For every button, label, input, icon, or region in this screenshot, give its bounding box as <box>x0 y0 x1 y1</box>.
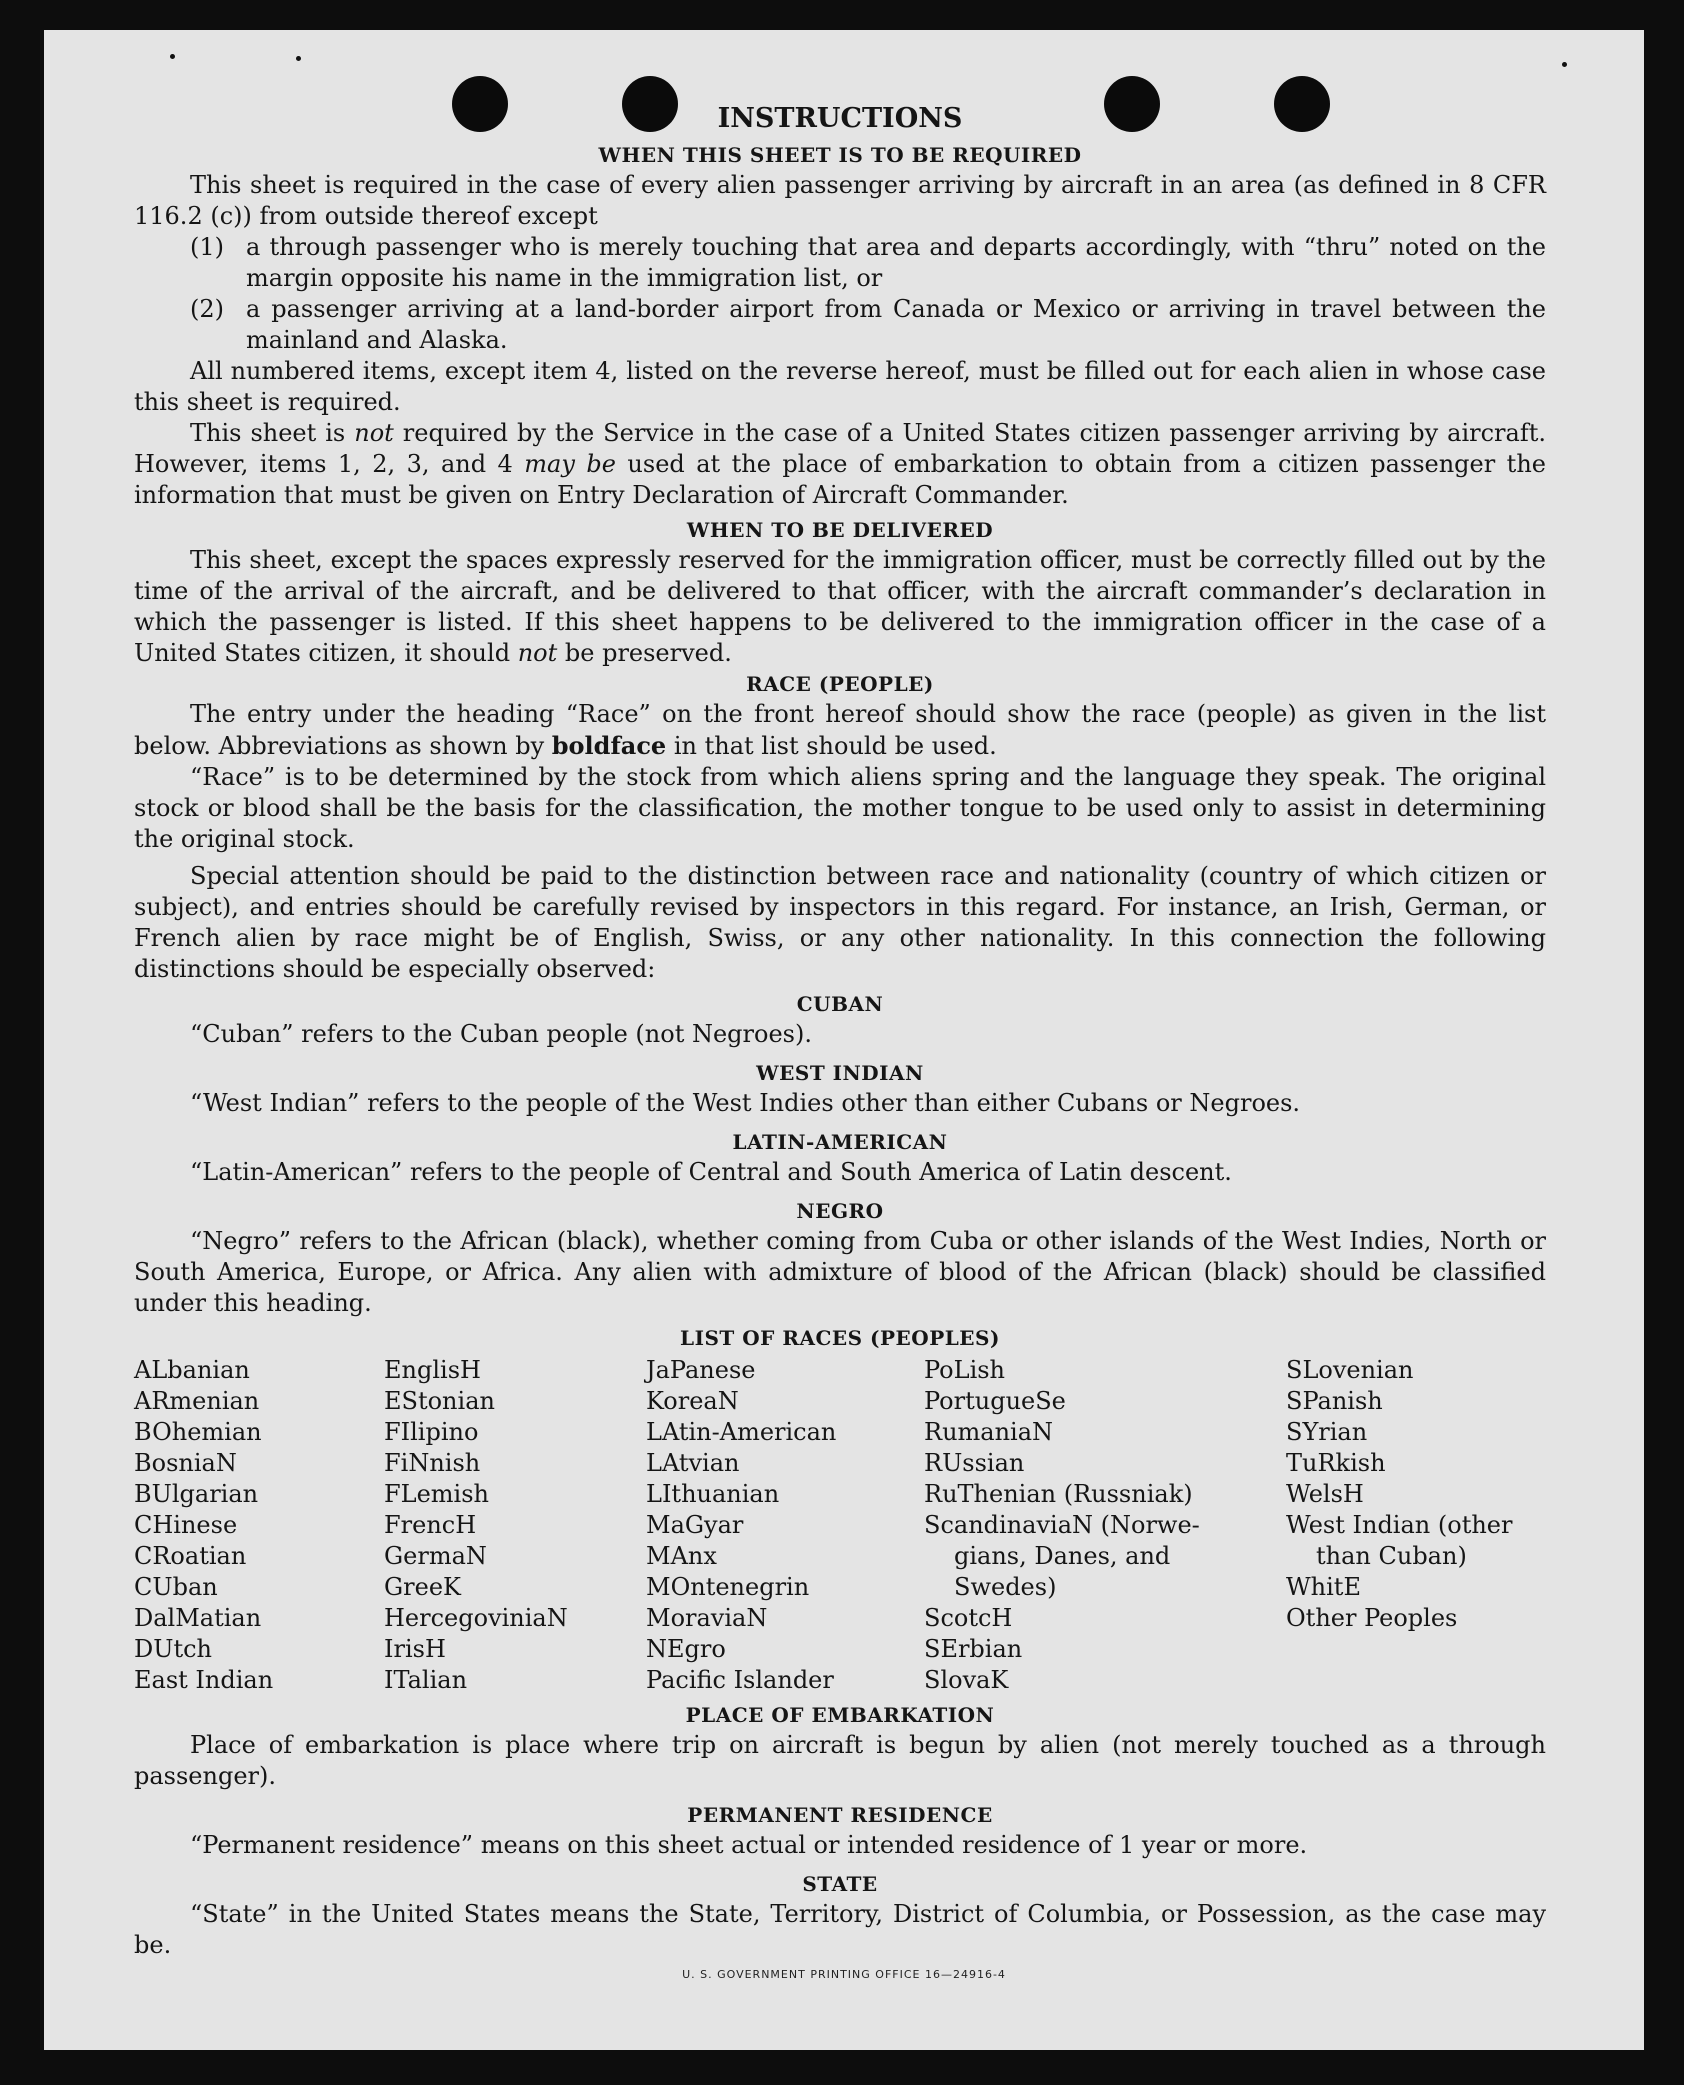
section-heading-required: WHEN THIS SHEET IS TO BE REQUIRED <box>598 143 1082 167</box>
race-entry: ScotcH <box>924 1604 1013 1632</box>
race-entry: BUlgarian <box>134 1480 259 1508</box>
race-entry: GreeK <box>384 1573 461 1601</box>
ink-speck <box>296 56 301 61</box>
race-entry: RUssian <box>924 1449 1025 1477</box>
race-entry: RuThenian (Russniak) <box>924 1480 1193 1508</box>
race-entry: West Indian (other <box>1286 1511 1513 1539</box>
emphasis-may-be: may be <box>524 450 616 478</box>
embarkation-text: Place of embarkation is place where trip on aircraft is begun by alien (not merely touched as a through passenger). <box>134 1731 1546 1790</box>
race-entry: MaGyar <box>646 1511 744 1539</box>
race-entry: ALbanian <box>134 1356 250 1384</box>
race-entry: CRoatian <box>134 1542 247 1570</box>
race-entry: EnglisH <box>384 1356 481 1384</box>
race-entry: FIlipino <box>384 1418 479 1446</box>
exception-item <box>190 294 1546 356</box>
document-sheet <box>44 30 1644 2050</box>
section-heading-state: STATE <box>802 1872 878 1896</box>
section-heading-residence: PERMANENT RESIDENCE <box>687 1803 993 1827</box>
race-entry: EStonian <box>384 1387 495 1415</box>
exception-text: a passenger arriving at a land-border airport from Canada or Mexico or arriving in travel between the mainland and Alaska. <box>246 295 1546 354</box>
race-entry: BOhemian <box>134 1418 262 1446</box>
race-entry: East Indian <box>134 1666 274 1694</box>
exception-number: (2) <box>190 295 224 323</box>
race-entry: PoLish <box>924 1356 1006 1384</box>
exception-text: a through passenger who is merely touching that area and departs accordingly, with “thru” noted on the margin opposite his name in the immigration list, or <box>246 233 1546 292</box>
race-entry: FrencH <box>384 1511 477 1539</box>
race-entry: LAtvian <box>646 1449 740 1477</box>
section-heading-cuban: CUBAN <box>796 992 884 1016</box>
exception-list <box>134 232 1546 356</box>
race-entry: DUtch <box>134 1635 213 1663</box>
ink-speck <box>170 54 175 59</box>
emphasis-not: not <box>354 419 394 447</box>
race-entry: FiNnish <box>384 1449 481 1477</box>
races-column <box>134 1355 384 1696</box>
race-entry: BosniaN <box>134 1449 237 1477</box>
race-paragraph-2: “Race” is to be determined by the stock from which aliens spring and the language they speak. The original stock or blood shall be the basis for the classification, the mother tongue to be used only to assist in determining the original stock. <box>134 763 1546 853</box>
text-run: used at the place of embarkation to obtain from a citizen passenger the information that must be given on Entry Declaration of Aircraft Commander. <box>134 450 1546 509</box>
document-title: INSTRUCTIONS <box>717 103 963 134</box>
race-entry: NEgro <box>646 1635 726 1663</box>
race-entry: Other Peoples <box>1286 1604 1458 1632</box>
race-entry: SLovenian <box>1286 1356 1414 1384</box>
residence-text: “Permanent residence” means on this sheet actual or intended residence of 1 year or more. <box>190 1831 1308 1859</box>
negro-text: “Negro” refers to the African (black), whether coming from Cuba or other islands of the West Indies, North or South America, Europe, or Africa. Any alien with admixture of blood of the African (black) should be classified under this heading. <box>134 1227 1546 1317</box>
race-entry: gians, Danes, and <box>954 1542 1171 1570</box>
race-entry: MAnx <box>646 1542 717 1570</box>
race-entry: SPanish <box>1286 1387 1383 1415</box>
race-entry: IrisH <box>384 1635 446 1663</box>
cuban-text: “Cuban” refers to the Cuban people (not Negroes). <box>190 1020 812 1048</box>
race-entry: ARmenian <box>134 1387 260 1415</box>
race-entry: ITalian <box>384 1666 468 1694</box>
race-entry: TuRkish <box>1286 1449 1386 1477</box>
latin-american-text: “Latin-American” refers to the people of Central and South America of Latin descent. <box>190 1158 1232 1186</box>
section-heading-negro: NEGRO <box>796 1199 884 1223</box>
races-column <box>1286 1355 1546 1696</box>
text-run: The entry under the heading “Race” on the front hereof should show the race (people) as given in the list below. Abbreviations as shown by <box>134 700 1546 760</box>
numbered-items-paragraph: All numbered items, except item 4, listed on the reverse hereof, must be filled out for each alien in whose case this sheet is required. <box>134 357 1546 416</box>
race-entry: MoraviaN <box>646 1604 768 1632</box>
race-entry: than Cuban) <box>1316 1542 1467 1570</box>
instructions-content <box>134 102 1546 1961</box>
exception-number: (1) <box>190 233 224 261</box>
races-column <box>646 1355 924 1696</box>
text-run: required by the Service in the case of a United States citizen passenger arriving by aircraft. However, items 1, 2, 3, and 4 <box>134 419 1546 478</box>
race-entry: Pacific Islander <box>646 1666 834 1694</box>
race-entry: RumaniaN <box>924 1418 1054 1446</box>
race-entry: MOntenegrin <box>646 1573 810 1601</box>
text-run: be preserved. <box>557 639 732 667</box>
race-entry: CHinese <box>134 1511 238 1539</box>
west-indian-text: “West Indian” refers to the people of the West Indies other than either Cubans or Negroes. <box>190 1089 1301 1117</box>
race-entry: SlovaK <box>924 1666 1009 1694</box>
state-text: “State” in the United States means the State, Territory, District of Columbia, or Possession, as the case may be. <box>134 1900 1546 1959</box>
delivered-paragraph <box>134 545 1546 669</box>
race-entry: DalMatian <box>134 1604 262 1632</box>
race-entry: PortugueSe <box>924 1387 1066 1415</box>
race-entry: SErbian <box>924 1635 1023 1663</box>
races-column <box>924 1355 1286 1696</box>
printing-office-footer: U. S. GOVERNMENT PRINTING OFFICE 16—24916-4 <box>682 1968 1006 1981</box>
required-intro: This sheet is required in the case of every alien passenger arriving by aircraft in an area (as defined in 8 CFR 116.2 (c)) from outside thereof except <box>134 171 1546 230</box>
race-entry: WelsH <box>1286 1480 1364 1508</box>
emphasis-not: not <box>517 639 558 667</box>
exception-item <box>190 232 1546 294</box>
race-entry: ScandinaviaN (Norwe- <box>924 1511 1200 1539</box>
race-entry: LAtin-American <box>646 1418 837 1446</box>
emphasis-boldface: boldface <box>551 731 667 760</box>
race-paragraph-1 <box>134 699 1546 762</box>
race-entry: WhitE <box>1286 1573 1361 1601</box>
text-run: This sheet is <box>190 419 355 447</box>
text-run: in that list should be used. <box>666 732 997 760</box>
race-entry: KoreaN <box>646 1387 739 1415</box>
race-entry: JaPanese <box>646 1356 756 1384</box>
section-heading-west-indian: WEST INDIAN <box>756 1061 924 1085</box>
section-heading-embarkation: PLACE OF EMBARKATION <box>685 1703 995 1727</box>
races-list <box>134 1355 1546 1696</box>
section-heading-delivered: WHEN TO BE DELIVERED <box>686 518 994 542</box>
section-heading-race: RACE (PEOPLE) <box>746 672 934 696</box>
race-entry: HercegoviniaN <box>384 1604 568 1632</box>
race-entry: Swedes) <box>954 1573 1057 1601</box>
section-heading-latin-american: LATIN-AMERICAN <box>732 1130 948 1154</box>
race-entry: FLemish <box>384 1480 489 1508</box>
race-entry: GermaN <box>384 1542 487 1570</box>
section-heading-races-list: LIST OF RACES (PEOPLES) <box>680 1326 1000 1350</box>
race-paragraph-3: Special attention should be paid to the distinction between race and nationality (country of which citizen or subject), and entries should be carefully revised by inspectors in this regard. For instance, an Irish, German, or French alien by race might be of English, Swiss, or any other nationality. In this connection the following distinctions should be especially observed: <box>134 862 1546 983</box>
race-entry: SYrian <box>1286 1418 1368 1446</box>
race-entry: CUban <box>134 1573 218 1601</box>
text-run: This sheet, except the spaces expressly reserved for the immigration officer, must be correctly filled out by the time of the arrival of the aircraft, and be delivered to that officer, with the aircraft commander’s declaration in which the passenger is listed. If this sheet happens to be delivered to the immigration officer in the case of a United States citizen, it should <box>134 546 1546 667</box>
race-entry: LIthuanian <box>646 1480 780 1508</box>
ink-speck <box>1562 62 1567 67</box>
races-column <box>384 1355 646 1696</box>
citizen-paragraph <box>134 418 1546 511</box>
